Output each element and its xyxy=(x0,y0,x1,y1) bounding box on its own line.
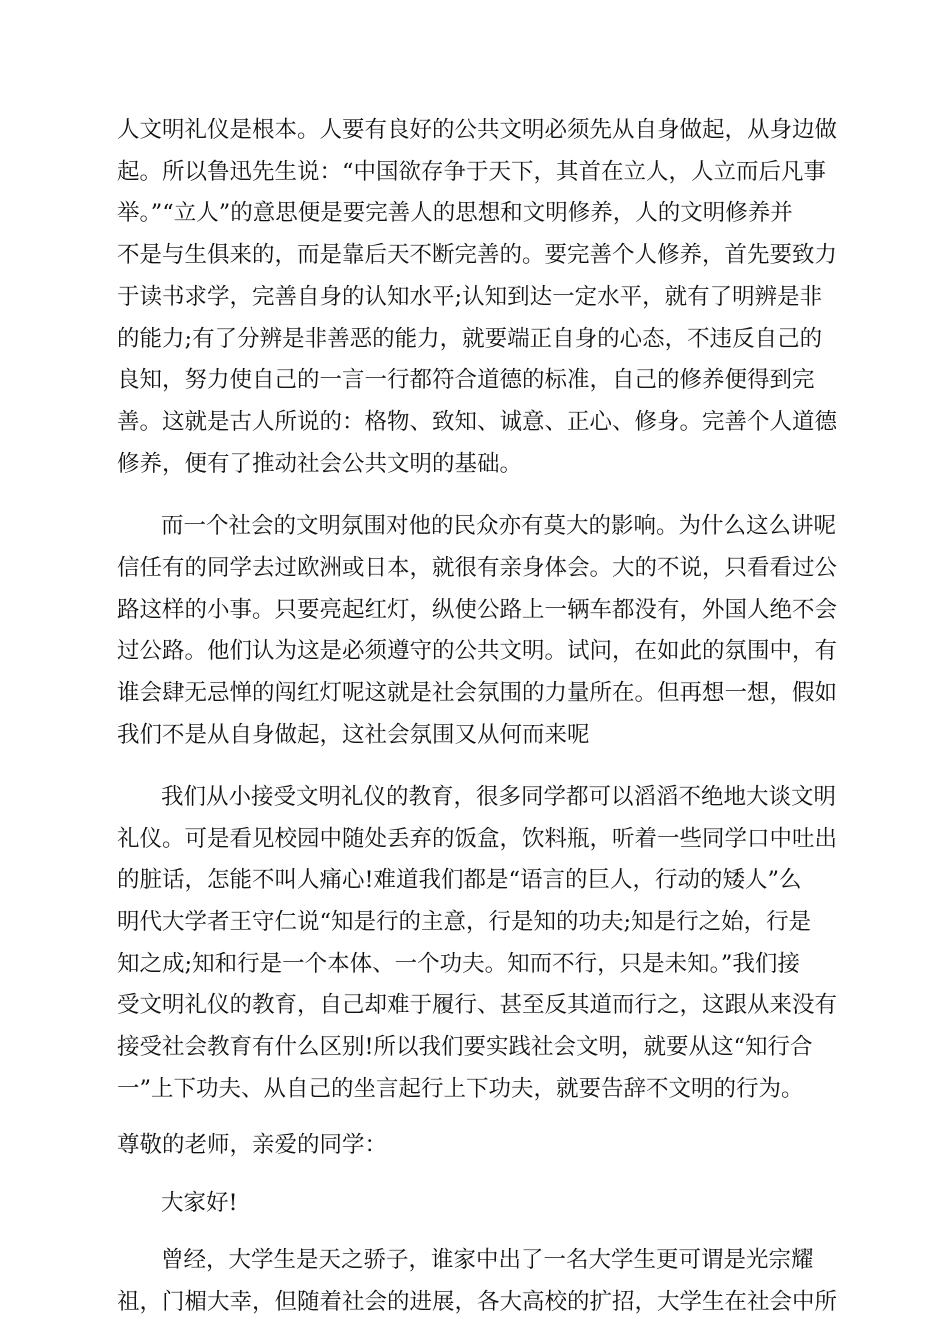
text-line: 祖，门楣大幸，但随着社会的进展，各大高校的扩招，大学生在社会中所 xyxy=(117,1289,838,1315)
text-line: 不是与生俱来的，而是靠后天不断完善的。要完善个人修养，首先要致力 xyxy=(117,242,838,268)
text-line: 礼仪。可是看见校园中随处丢弃的饭盒，饮料瓶，听着一些同学口中吐出 xyxy=(117,826,838,852)
text-line: 的能力;有了分辨是非善恶的能力，就要端正自身的心态，不违反自己的 xyxy=(117,326,823,352)
text-line: 接受社会教育有什么区别!所以我们要实践社会文明，就要从这“知行合 xyxy=(117,1034,813,1060)
text-line: 善。这就是古人所说的：格物、致知、诚意、正心、修身。完善个人道德 xyxy=(117,409,838,435)
text-line: 曾经，大学生是天之骄子，谁家中出了一名大学生更可谓是光宗耀 xyxy=(161,1247,814,1273)
text-line: 过公路。他们认为这是必须遵守的公共文明。试问，在如此的氛围中，有 xyxy=(117,638,838,664)
text-line: 而一个社会的文明氛围对他的民众亦有莫大的影响。为什么这么讲呢 xyxy=(161,513,837,539)
text-line: 起。所以鲁迅先生说：“中国欲存争于天下，其首在立人，人立而后凡事 xyxy=(117,159,827,185)
text-line: 信任有的同学去过欧洲或日本，就很有亲身体会。大的不说，只看看过公 xyxy=(117,555,838,581)
text-line: 的脏话，怎能不叫人痛心!难道我们都是“语言的巨人，行动的矮人”么 xyxy=(117,867,802,893)
text-line: 谁会肆无忌惮的闯红灯呢这就是社会氛围的力量所在。但再想一想，假如 xyxy=(117,680,838,706)
text-line: 知之成;知和行是一个本体、一个功夫。知而不行，只是未知。”我们接 xyxy=(117,951,800,977)
text-line: 举。”“立人”的意思便是要完善人的思想和文明修养，人的文明修养并 xyxy=(117,200,793,226)
text-line: 受文明礼仪的教育，自己却难于履行、甚至反其道而行之，这跟从来没有 xyxy=(117,992,838,1018)
text-line: 我们从小接受文明礼仪的教育，很多同学都可以滔滔不绝地大谈文明 xyxy=(161,784,837,810)
text-line: 于读书求学，完善自身的认知水平;认知到达一定水平，就有了明辨是非 xyxy=(117,284,823,310)
text-line: 良知，努力使自己的一言一行都符合道德的标准，自己的修养便得到完 xyxy=(117,367,815,393)
text-line: 明代大学者王守仁说“知是行的主意，行是知的功夫;知是行之始，行是 xyxy=(117,909,812,935)
text-line: 人文明礼仪是根本。人要有良好的公共文明必须先从自身做起，从身边做 xyxy=(117,117,838,143)
text-line: 路这样的小事。只要亮起红灯，纵使公路上一辆车都没有，外国人绝不会 xyxy=(117,597,838,623)
salutation: 尊敬的老师，亲爱的同学： xyxy=(117,1132,388,1158)
text-line: 我们不是从自身做起，这社会氛围又从何而来呢 xyxy=(117,722,590,748)
text-line: 修养，便有了推动社会公共文明的基础。 xyxy=(117,451,523,477)
text-line: 一”上下功夫、从自己的坐言起行上下功夫，就要告辞不文明的行为。 xyxy=(117,1076,804,1102)
greeting: 大家好! xyxy=(161,1190,238,1216)
